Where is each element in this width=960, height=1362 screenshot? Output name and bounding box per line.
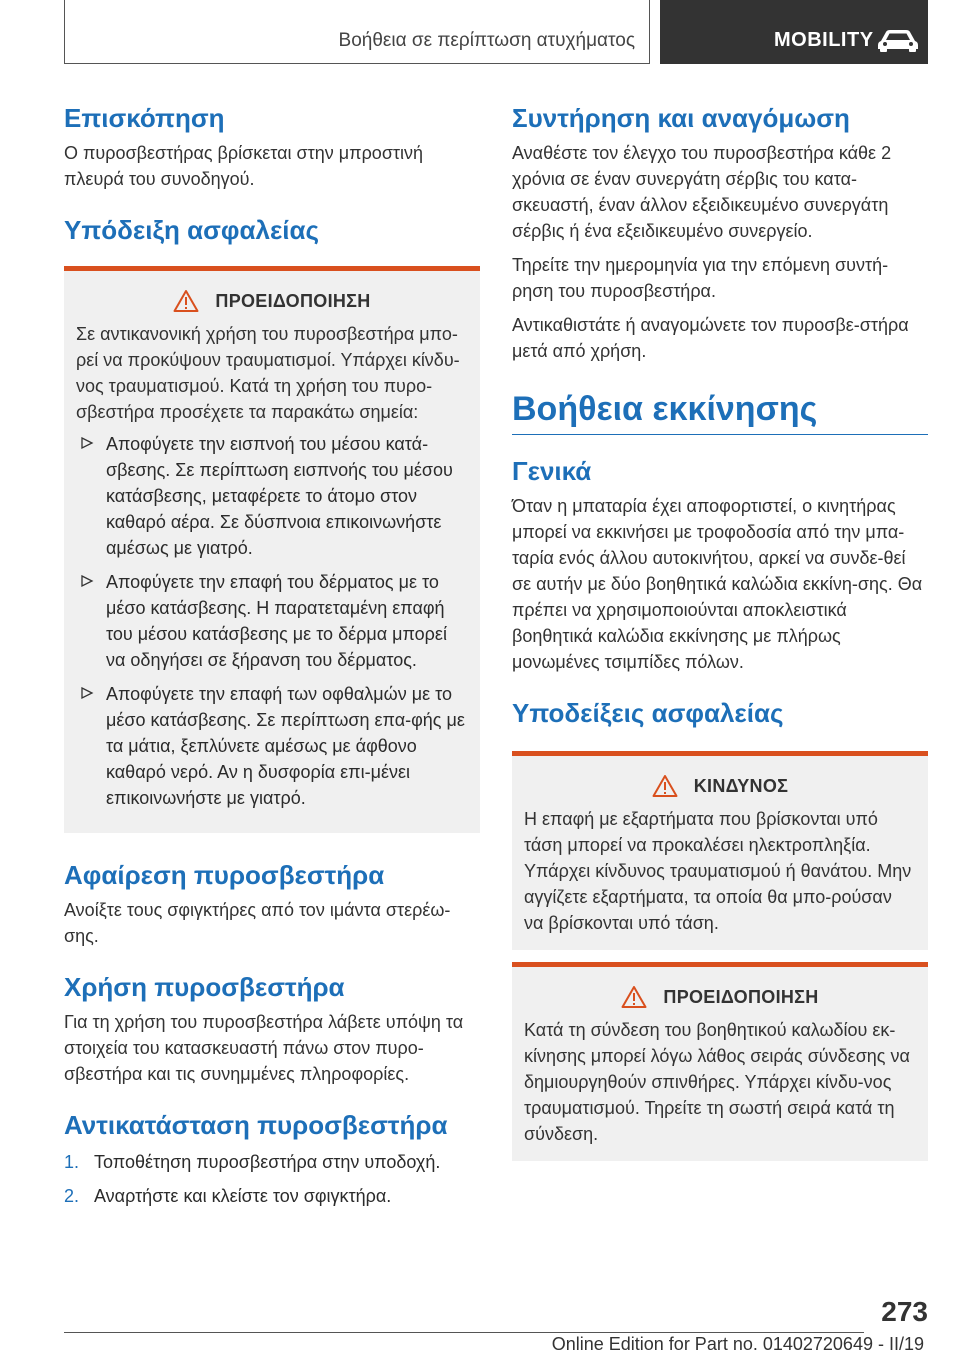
maintenance-text-1: Αναθέστε τον έλεγχο του πυροσβεστήρα κάθε 2 χρόνια σε έναν συνεργάτη σέρβις του κατα-σκευαστή, έναν άλλον εξειδικευμένο συνεργάτη σέρβις ή ένα εξειδικευμένο συνεργείο. (512, 143, 892, 241)
warning-box (64, 266, 480, 833)
danger-header (524, 772, 916, 800)
warning-text: Κατά τη σύνδεση του βοηθητικού καλωδίου εκ-κίνησης μπορεί λόγω λάθος σειράς σύνδεσης να δημιουργηθούν σπινθήρες. Υπάρχει κίνδυ-νος τραυματισμού. Τηρείτε τη σωστή σειρά κατά τη σύνδεση. (524, 1020, 910, 1144)
removal-heading: Αφαίρεση πυροσβεστήρα (64, 860, 385, 890)
general-heading: Γενικά (512, 456, 592, 486)
warning-header (76, 287, 468, 315)
danger-title: ΚΙΝΔΥΝΟΣ (693, 775, 789, 796)
list-item: Αποφύγετε την επαφή των οφθαλμών με το μέσο κατάσβεσης. Σε περίπτωση επα-φής με τα μάτια, ξεπλύνετε αμέσως με άφθονο καθαρό νερό. Αν η δυσφορία επι-μένει επικοινωνήστε με γιατρό. (76, 681, 468, 811)
list-item: Αποφύγετε την εισπνοή του μέσου κατά-σβεσης. Σε περίπτωση εισπνοής του μέσου κατάσβεσης, μεταφέρετε το άτομο στον καθαρό αέρα. Σε δύσπνοια επικοινωνήστε αμέσως με γιατρό. (76, 431, 468, 561)
page-number: 273 (881, 1296, 928, 1327)
triangle-bullet-icon (80, 574, 94, 588)
header-chapter-label: MOBILITY (774, 29, 874, 51)
jump-start-heading: Βοήθεια εκκίνησης (512, 390, 818, 428)
triangle-bullet-icon (80, 436, 94, 450)
removal-text: Ανοίξτε τους σφιγκτήρες από τον ιμάντα στερέω-σης. (64, 900, 451, 946)
header-section-title: Βοήθεια σε περίπτωση ατυχήματος (338, 30, 635, 51)
step-number: 2. (64, 1186, 80, 1206)
replace-heading: Αντικατάσταση πυροσβεστήρα (64, 1110, 448, 1140)
warning-header (524, 983, 916, 1011)
use-text: Για τη χρήση του πυροσβεστήρα λάβετε υπόψη τα στοιχεία του κατασκευαστή πάνω στον πυρο-σβεστήρα και τις συνημμένες πληροφορίες. (64, 1012, 464, 1084)
danger-text: Η επαφή με εξαρτήματα που βρίσκονται υπό τάση μπορεί να προκαλέσει ηλεκτροπληξία. Υπάρχει κίνδυνος τραυματισμού ή θανάτου. Μην αγγίζετε εξαρτήματα, τα οποία θα μπο-ρούσαν να βρίσκονται υπό τάση. (524, 809, 912, 933)
step-text: Αναρτήστε και κλείστε τον σφιγκτήρα. (94, 1186, 392, 1206)
warning-triangle-icon (173, 289, 199, 313)
overview-heading: Επισκόπηση (64, 103, 225, 133)
warning-text: Σε αντικανονική χρήση του πυροσβεστήρα μπο-ρεί να προκύψουν τραυματισμοί. Υπάρχει κίνδυ-νος τραυματισμού. Κατά τη χρήση του πυρο-σβεστήρα προσέχετε τα παρακάτω σημεία: (76, 324, 460, 422)
safety-notes-heading: Υποδείξεις ασφαλείας (512, 698, 784, 728)
general-text: Όταν η μπαταρία έχει αποφορτιστεί, ο κινητήρας μπορεί να εκκινήσει με τροφοδοσία από την μπα-ταρία ενός άλλου αυτοκινήτου, αρκεί να συνδε-θεί σε αυτήν με δύο βοηθητικά καλώδια εκκίνη-σης. Θα πρέπει να χρησιμοποιούνται αποκλειστικά βοηθητικά καλώδια εκκίνησης με πλήρως μονωμένες τσιμπίδες πόλων. (512, 496, 923, 672)
triangle-bullet-icon (80, 686, 94, 700)
maintenance-text-2: Τηρείτε την ημερομηνία για την επόμενη συντή-ρηση του πυροσβεστήρα. (512, 255, 889, 301)
list-item (64, 1183, 480, 1209)
footer-edition-text: Online Edition for Part no. 01402720649 - II/19 (551, 1334, 924, 1354)
warning-box-jump-start (512, 962, 928, 1161)
list-item: Αποφύγετε την επαφή του δέρματος με το μέσο κατάσβεσης. Η παρατεταμένη επαφή του μέσου κατάσβεσης με το δέρμα μπορεί να οδηγήσει σε ξήρανση του δέρματος. (76, 569, 468, 673)
step-text: Τοποθέτηση πυροσβεστήρα στην υποδοχή. (94, 1152, 441, 1172)
danger-box (512, 751, 928, 950)
right-column (512, 100, 928, 1161)
safety-heading: Υπόδειξη ασφαλείας (64, 215, 320, 245)
warning-triangle-icon (621, 985, 647, 1009)
maintenance-text-3: Αντικαθιστάτε ή αναγομώνετε τον πυροσβε-στήρα μετά από χρήση. (512, 315, 909, 361)
header-chapter-tab (660, 0, 928, 64)
header-section-tab (64, 0, 650, 64)
step-number: 1. (64, 1152, 80, 1172)
list-item (64, 1149, 480, 1175)
footer-divider (64, 1332, 864, 1333)
maintenance-heading: Συντήρηση και αναγόμωση (512, 103, 850, 133)
jump-start-heading-block (512, 386, 928, 435)
warning-triangle-icon (652, 774, 678, 798)
warning-title: ΠΡΟΕΙΔΟΠΟΙΗΣΗ (663, 986, 819, 1007)
warning-bullet-list (76, 431, 468, 811)
warning-title: ΠΡΟΕΙΔΟΠΟΙΗΣΗ (215, 290, 371, 311)
use-heading: Χρήση πυροσβεστήρα (64, 972, 345, 1002)
left-column (64, 100, 480, 1217)
car-icon (876, 27, 920, 53)
replace-steps-list (64, 1149, 480, 1209)
overview-text: Ο πυροσβεστήρας βρίσκεται στην μπροστινή πλευρά του συνοδηγού. (64, 143, 424, 189)
